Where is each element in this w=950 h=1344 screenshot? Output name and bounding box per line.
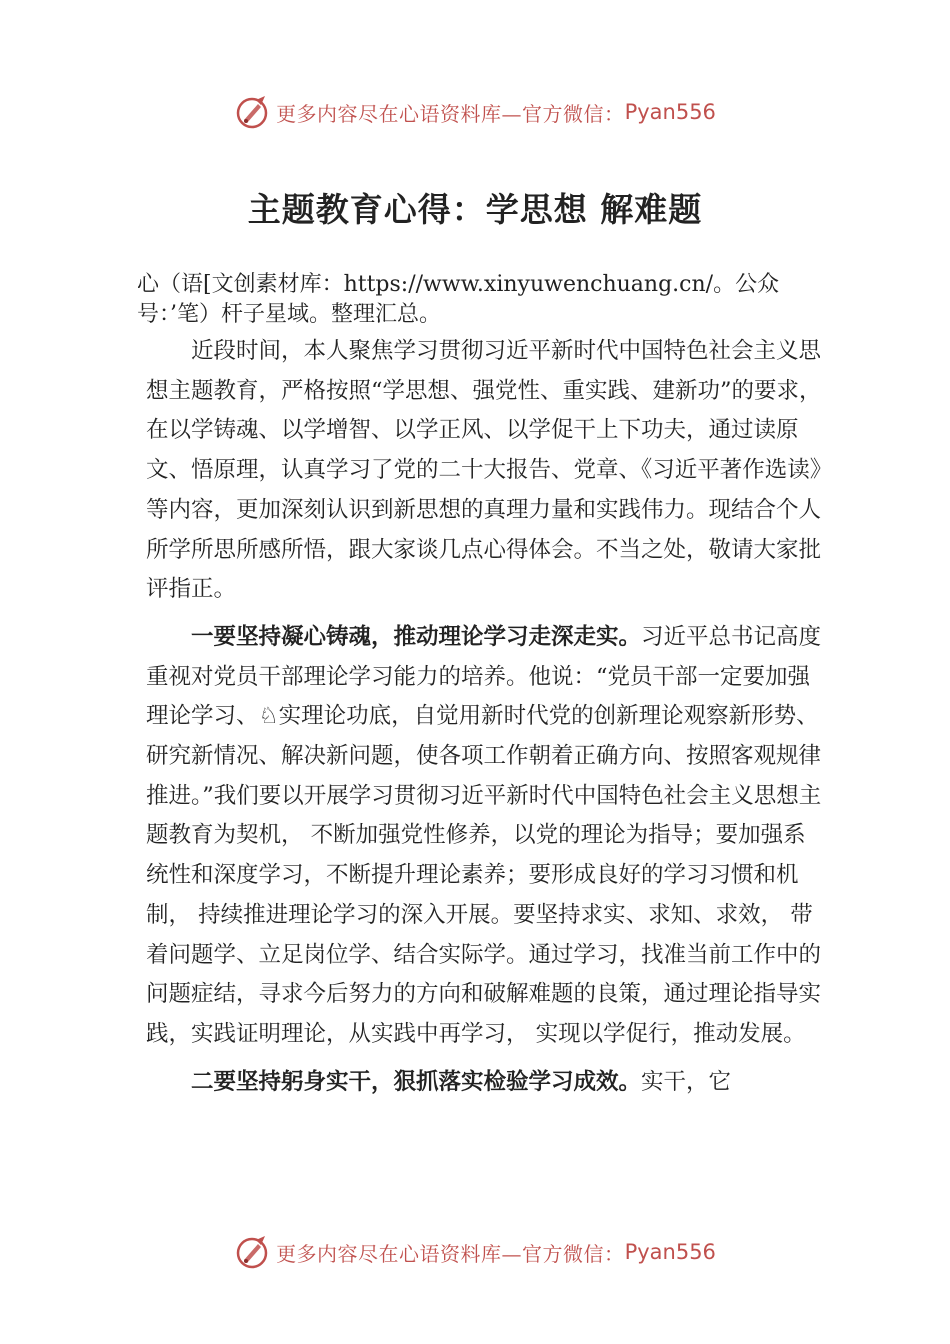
source-line: 心（语[文创素材库：https://www.xinyuwenchuang.cn/。公众号：’笔）杆子星域。整理汇总。 — [137, 272, 780, 327]
paragraph-lead: 二要坚持躬身实干，狠抓落实检验学习成效。 — [191, 1068, 642, 1095]
pen-nib-logo-icon — [234, 1234, 270, 1270]
paragraph — [146, 332, 826, 610]
paragraph-text: 近段时间，本人聚焦学习贯彻习近平新时代中国特色社会主义思想主题教育，严格按照“学思想、强党性、重实践、建新功”的要求，在以学铸魂、以学增智、以学正风、以学促干上下功夫，通过读原文、悟原理，认真学习了党的二十大报告、党章、《习近平著作选读》等内容，更加深刻认识到新思想的真理力量和实践伟力。现结合个人所学所思所感所悟，跟大家谈几点心得体会。不当之处，敬请大家批评指正。 — [146, 338, 822, 603]
pen-nib-logo-icon — [234, 94, 270, 130]
paragraph — [146, 618, 826, 1055]
banner-wechat-id: Pyan556 — [624, 100, 716, 124]
document-body — [146, 332, 826, 1110]
paragraph-text: 习近平总书记高度重视对党员干部理论学习能力的培养。他说：“党员干部一定要加强理论学习、♘实理论功底，自觉用新时代党的创新理论观察新形势、研究新情况、解决新问题，使各项工作朝着正确方向、按照客观规律推进。”我们要以开展学习贯彻习近平新时代中国特色社会主义思想主题教育为契机， 不断加强党性修养，以党的理论为指导；要加强系统性和深度学习，不断提升理论素养；要形成良好的学习习惯和机制， 持续推进理论学习的深入开展。要坚持求实、求知、求效， 带着问题学、立足岗位学、结合实际学。通过学习，找准当前工作中的问题症结，寻求今后努力的方向和破解难题的良策，通过理论指导实践，实践证明理论，从实践中再学习， 实现以学促行，推动发展。 — [146, 623, 822, 1047]
banner-wechat-id: Pyan556 — [624, 1240, 716, 1264]
paragraph-lead: 一要坚持凝心铸魂，推动理论学习走深走实。 — [191, 623, 642, 650]
paragraph-text: 实干，它 — [641, 1068, 732, 1095]
banner-text: 更多内容尽在心语资料库—官方微信： — [276, 101, 625, 126]
document-title: 主题教育心得：学思想 解难题 — [247, 190, 703, 229]
header-banner — [0, 92, 950, 132]
paragraph — [146, 1063, 826, 1103]
banner-text: 更多内容尽在心语资料库—官方微信： — [276, 1241, 625, 1266]
footer-banner — [0, 1232, 950, 1272]
